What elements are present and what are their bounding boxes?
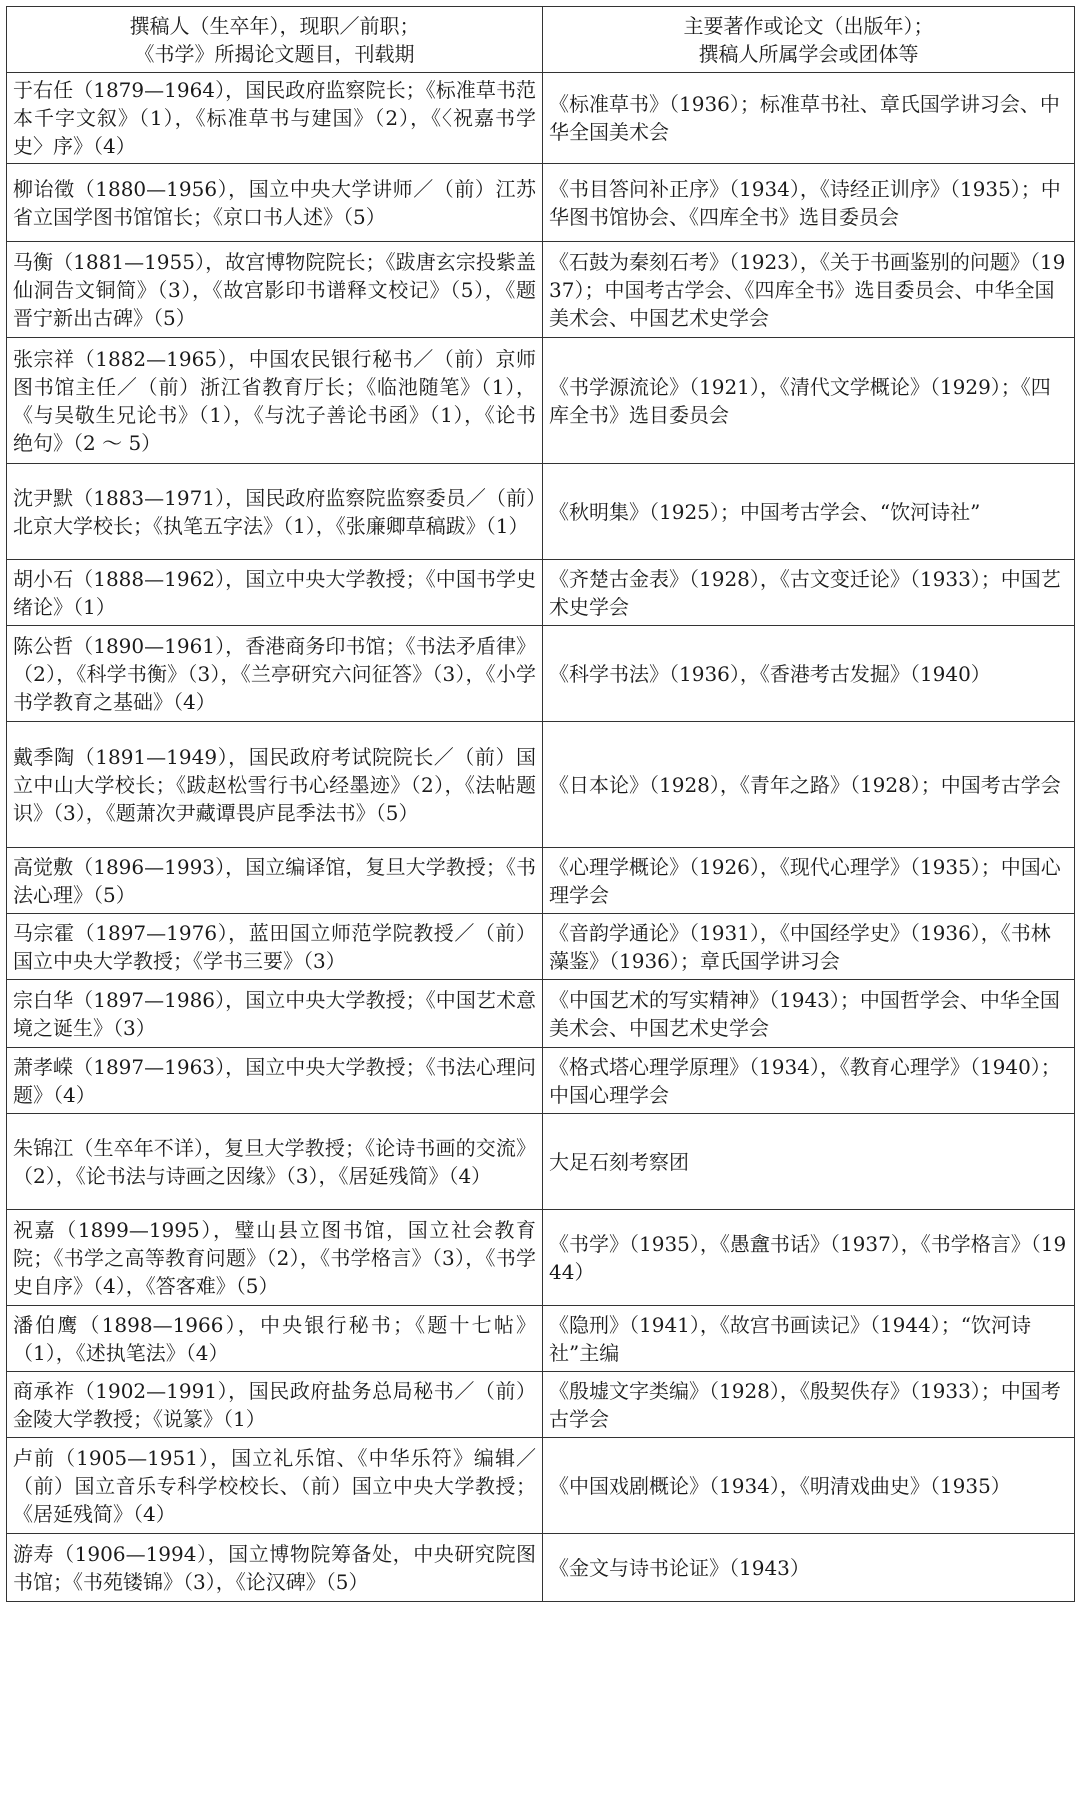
works-cell: 《书学源流论》（1921），《清代文学概论》（1929）；《四库全书》选目委员会	[543, 338, 1075, 464]
document-page	[6, 6, 1074, 1602]
contributor-cell: 戴季陶（1891—1949），国民政府考试院院长／（前）国立中山大学校长；《跋赵松雪行书心经墨迹》（2），《法帖题识》（3），《题萧次尹藏谭畏庐昆季法书》（5）	[7, 722, 543, 848]
works-cell: 《金文与诗书论证》（1943）	[543, 1534, 1075, 1602]
table-row	[7, 1114, 1075, 1210]
contributor-cell: 沈尹默（1883—1971），国民政府监察院监察委员／（前）北京大学校长；《执笔五字法》（1），《张廉卿草稿跋》（1）	[7, 464, 543, 560]
works-cell: 大足石刻考察团	[543, 1114, 1075, 1210]
works-cell: 《科学书法》（1936），《香港考古发掘》（1940）	[543, 626, 1075, 722]
contributor-cell: 陈公哲（1890—1961），香港商务印书馆；《书法矛盾律》（2），《科学书衡》（3），《兰亭研究六问征答》（3），《小学书学教育之基础》（4）	[7, 626, 543, 722]
table-row	[7, 1372, 1075, 1438]
contributor-cell: 高觉敷（1896—1993），国立编译馆，复旦大学教授；《书法心理》（5）	[7, 848, 543, 914]
works-cell: 《隐刑》（1941），《故宫书画读记》（1944）；“饮河诗社”主编	[543, 1306, 1075, 1372]
contributor-cell: 马衡（1881—1955），故宫博物院院长；《跋唐玄宗投紫盖仙洞告文铜简》（3），《故宫影印书谱释文校记》（5），《题晋宁新出古碑》（5）	[7, 242, 543, 338]
table-row	[7, 1048, 1075, 1114]
table-row	[7, 464, 1075, 560]
table-row	[7, 1438, 1075, 1534]
contributor-cell: 祝嘉（1899—1995），璧山县立图书馆，国立社会教育院；《书学之高等教育问题》（2），《书学格言》（3），《书学史自序》（4），《答客难》（5）	[7, 1210, 543, 1306]
works-cell: 《音韵学通论》（1931），《中国经学史》（1936），《书林藻鉴》（1936）；章氏国学讲习会	[543, 914, 1075, 980]
works-cell: 《中国艺术的写实精神》（1943）；中国哲学会、中华全国美术会、中国艺术史学会	[543, 980, 1075, 1048]
contributor-cell: 马宗霍（1897—1976），蓝田国立师范学院教授／（前）国立中央大学教授；《学书三要》（3）	[7, 914, 543, 980]
works-cell: 《日本论》（1928），《青年之路》（1928）；中国考古学会	[543, 722, 1075, 848]
table-row	[7, 1534, 1075, 1602]
table-row	[7, 1306, 1075, 1372]
works-cell: 《格式塔心理学原理》（1934），《教育心理学》（1940）；中国心理学会	[543, 1048, 1075, 1114]
works-cell: 《中国戏剧概论》（1934），《明清戏曲史》（1935）	[543, 1438, 1075, 1534]
works-cell: 《齐楚古金表》（1928），《古文变迁论》（1933）；中国艺术史学会	[543, 560, 1075, 626]
header-col-contributor	[7, 7, 543, 73]
header-col2-line1: 主要著作或论文（出版年）；	[683, 13, 934, 38]
table-row	[7, 164, 1075, 242]
header-col2-line2: 撰稿人所属学会或团体等	[698, 41, 919, 66]
header-col1-line2: 《书学》所揭论文题目，刊载期	[134, 41, 415, 66]
table-row	[7, 1210, 1075, 1306]
works-cell: 《秋明集》（1925）；中国考古学会、“饮河诗社”	[543, 464, 1075, 560]
header-row	[7, 7, 1075, 73]
table-row	[7, 560, 1075, 626]
table-row	[7, 626, 1075, 722]
contributor-cell: 胡小石（1888—1962），国立中央大学教授；《中国书学史绪论》（1）	[7, 560, 543, 626]
header-col-works	[543, 7, 1075, 73]
contributor-cell: 柳诒徵（1880—1956），国立中央大学讲师／（前）江苏省立国学图书馆馆长；《京口书人述》（5）	[7, 164, 543, 242]
table-row	[7, 242, 1075, 338]
works-cell: 《石鼓为秦刻石考》（1923），《关于书画鉴别的问题》（1937）；中国考古学会、《四库全书》选目委员会、中华全国美术会、中国艺术史学会	[543, 242, 1075, 338]
works-cell: 《书目答问补正序》（1934），《诗经正训序》（1935）；中华图书馆协会、《四库全书》选目委员会	[543, 164, 1075, 242]
works-cell: 《书学》（1935），《愚盦书话》（1937），《书学格言》（1944）	[543, 1210, 1075, 1306]
works-cell: 《心理学概论》（1926），《现代心理学》（1935）；中国心理学会	[543, 848, 1075, 914]
table-row	[7, 722, 1075, 848]
table-row	[7, 980, 1075, 1048]
contributor-cell: 商承祚（1902—1991），国民政府盐务总局秘书／（前）金陵大学教授；《说篆》（1）	[7, 1372, 543, 1438]
contributor-cell: 游寿（1906—1994），国立博物院筹备处，中央研究院图书馆；《书苑镂锦》（3），《论汉碑》（5）	[7, 1534, 543, 1602]
works-cell: 《殷墟文字类编》（1928），《殷契佚存》（1933）；中国考古学会	[543, 1372, 1075, 1438]
table-row	[7, 338, 1075, 464]
contributor-cell: 萧孝嵘（1897—1963），国立中央大学教授；《书法心理问题》（4）	[7, 1048, 543, 1114]
contributor-cell: 卢前（1905—1951），国立礼乐馆、《中华乐符》编辑／（前）国立音乐专科学校校长、（前）国立中央大学教授；《居延残简》（4）	[7, 1438, 543, 1534]
contributor-cell: 张宗祥（1882—1965），中国农民银行秘书／（前）京师图书馆主任／（前）浙江省教育厅长；《临池随笔》（1），《与吴敬生兄论书》（1），《与沈子善论书函》（1），《论书绝句》（2 ～ 5）	[7, 338, 543, 464]
contributor-cell: 于右任（1879—1964），国民政府监察院长；《标准草书范本千字文叙》（1），《标准草书与建国》（2），《〈祝嘉书学史〉序》（4）	[7, 73, 543, 164]
header-col1-line1: 撰稿人（生卒年），现职／前职；	[129, 13, 420, 38]
contributor-cell: 朱锦江（生卒年不详），复旦大学教授；《论诗书画的交流》（2），《论书法与诗画之因缘》（3），《居延残简》（4）	[7, 1114, 543, 1210]
contributor-cell: 宗白华（1897—1986），国立中央大学教授；《中国艺术意境之诞生》（3）	[7, 980, 543, 1048]
works-cell: 《标准草书》（1936）；标准草书社、章氏国学讲习会、中华全国美术会	[543, 73, 1075, 164]
table-row	[7, 848, 1075, 914]
table-body	[7, 73, 1075, 1602]
contributor-cell: 潘伯鹰（1898—1966），中央银行秘书；《题十七帖》（1），《述执笔法》（4）	[7, 1306, 543, 1372]
table-row	[7, 73, 1075, 164]
table-row	[7, 914, 1075, 980]
contributors-table	[6, 6, 1075, 1602]
